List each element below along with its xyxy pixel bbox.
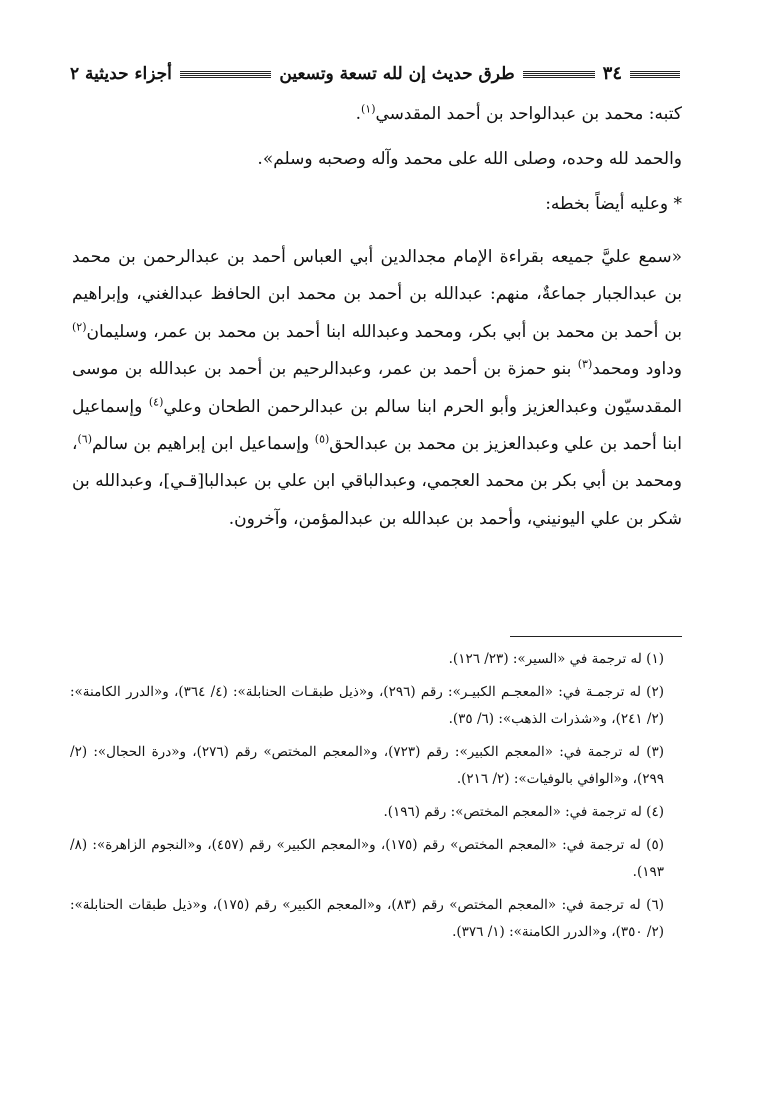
page-number: ٣٤: [602, 63, 622, 84]
footnote-ref-6: (٦): [77, 432, 93, 446]
text-line: [72, 186, 682, 223]
header-rule-left: [180, 71, 272, 78]
text-line: [72, 141, 682, 178]
footnote-ref-1: (١): [361, 102, 376, 116]
paragraph-text: ، ومحمد بن أبي بكر بن محمد العجمي، وعبدالباقي ابن علي بن عبدالبا[قـي]، وعبدالله بن شكر بن علي اليونيني، وأحمد بن عبدالله بن عبدالمؤمن، وآخرون.: [72, 434, 682, 529]
footnote-5: (٥) له ترجمة في: «المعجم المختص» رقم (١٧٥)، و«المعجم الكبير» رقم (٤٥٧)، و«النجوم الزاهرة»: (٨/ ١٩٣).: [70, 837, 664, 880]
footnote-1: (١) له ترجمة في «السير»: (٢٣/ ١٢٦).: [448, 651, 664, 667]
closing-praise-line: والحمد لله وحده، وصلى الله على محمد وآله وصحبه وسلم».: [257, 149, 682, 169]
scribe-line: كتبه: محمد بن عبدالواحد بن أحمد المقدسي: [375, 104, 682, 124]
footnote-ref-5: (٥): [314, 432, 330, 446]
footnote-3: (٣) له ترجمة في: «المعجم الكبير»: رقم (٧٢٣)، و«المعجم المختص» رقم (٢٧٦)، و«درة الحجال»: (٢/ ٢٩٩)، و«الوافي بالوفيات»: (٢/ ٢١٦).: [70, 744, 665, 787]
footnote-2: (٢) له ترجمـة في: «المعجـم الكبيـر»: رقم (٢٩٦)، و«ذيل طبقـات الحنابلة»: (٤/ ٣٦٤)، و«الدرر الكامنة»: (٢/ ٢٤١)، و«شذرات الذهب»: (٦/ ٣٥).: [70, 684, 664, 727]
running-header: [70, 56, 682, 92]
book-title: طرق حديث إن لله تسعة وتسعين: [279, 63, 515, 84]
footnote-6: (٦) له ترجمة في: «المعجم المختص» رقم (٨٣)، و«المعجم الكبير» رقم (١٧٥)، و«ذيل طبقات الحنابلة»: (٢/ ٣٥٠)، و«الدرر الكامنة»: (١/ ٣٧٦).: [70, 897, 664, 940]
series-title: أجزاء حديثية ٢: [70, 63, 172, 84]
text-line: كتبه: محمد بن عبدالواحد بن أحمد المقدسي$^{(١)}$.: [355, 102, 682, 124]
audition-paragraph: [72, 239, 682, 538]
footnote-separator: [510, 636, 682, 637]
footnote-ref-4: (٤): [148, 394, 164, 408]
header-rule-right: [630, 71, 680, 78]
header-rule-middle: [523, 71, 595, 78]
paragraph-text: بنو حمزة بن أحمد بن عمر، وعبدالرحيم بن أحمد بن عبدالله بن موسى المقدسيّون وعبدالعزيز وأبو الحرم ابنا سالم بن عبدالرحمن الطحان وعلي: [72, 359, 682, 417]
paragraph-text: وإسماعيل ابن إبراهيم بن سالم: [92, 434, 315, 455]
main-text: [72, 96, 682, 538]
footnote-ref-3: (٣): [577, 357, 593, 371]
paragraph-text: وداود ومحمد: [592, 359, 682, 380]
footnote-4: (٤) له ترجمة في: «المعجم المختص»: رقم (١٩٦).: [383, 804, 664, 820]
section-marker-line: * وعليه أيضاً بخطه:: [545, 194, 682, 214]
footnotes: [70, 646, 682, 952]
paragraph-text: «سمع عليَّ جميعه بقراءة الإمام مجدالدين أبي العباس أحمد بن عبدالرحمن بن محمد بن عبدالجبار جماعةٌ، منهم: عبدالله بن أحمد بن محمد ابن الحافظ عبدالغني، وإبراهيم بن أحمد بن محمد بن أبي بكر، ومحمد وعبدالله ابنا أحمد بن محمد بن عمر، وسليمان: [72, 247, 682, 342]
footnote-ref-2: (٢): [72, 320, 87, 334]
paragraph-text: وإسماعيل ابنا أحمد بن علي وعبدالعزيز بن محمد بن عبدالحق: [72, 396, 682, 455]
